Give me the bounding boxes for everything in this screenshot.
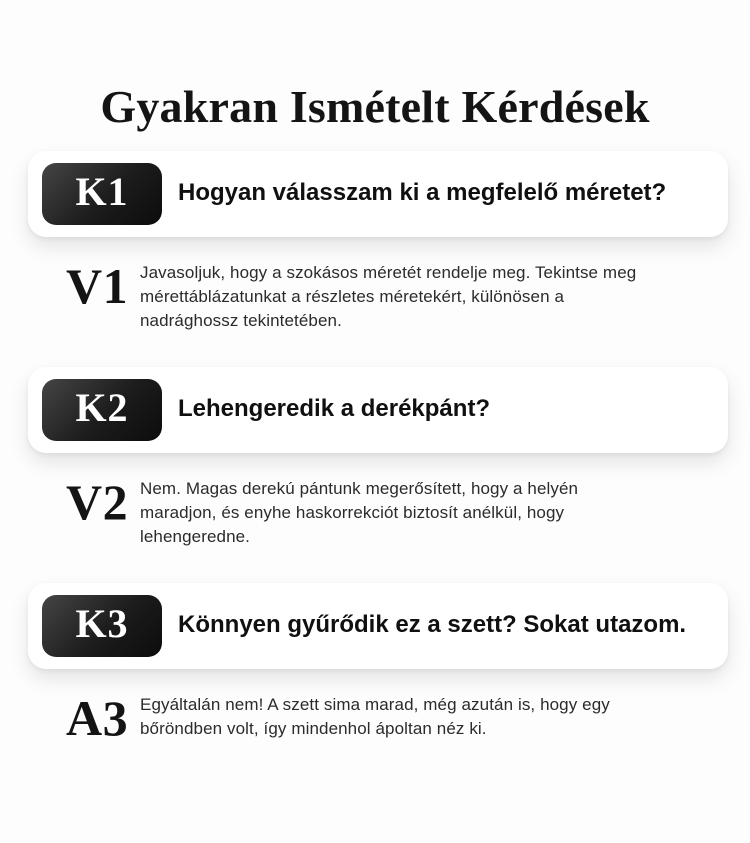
answer-text-1: Javasoljuk, hogy a szokásos méretét rendelje meg. Tekintse meg mérettáblázatunkat a részletes méretekért, különösen a nadrághossz tekintetében. xyxy=(140,262,637,330)
answer-row-2 xyxy=(66,473,750,549)
question-card-3[interactable] xyxy=(28,583,728,669)
question-card-2[interactable] xyxy=(28,367,728,453)
answer-row-3 xyxy=(66,689,750,746)
answer-row-1 xyxy=(66,257,750,333)
page-title: Gyakran Ismételt Kérdések xyxy=(100,81,650,132)
question-badge-1: K1 xyxy=(42,163,162,225)
question-text-1: Hogyan válasszam ki a megfelelő méretet? xyxy=(178,179,667,207)
answer-label-3: A3 xyxy=(66,689,129,746)
answer-label-1: V1 xyxy=(66,257,129,314)
question-text-3: Könnyen gyűrődik ez a szett? Sokat utazom. xyxy=(178,611,687,639)
faq-list xyxy=(0,151,750,746)
question-badge-2: K2 xyxy=(42,379,162,441)
answer-text-2: Nem. Magas derekú pántunk megerősített, hogy a helyén maradjon, és enyhe haskorrekciót biztosít anélkül, hogy lehengeredne. xyxy=(140,478,579,546)
answer-label-2: V2 xyxy=(66,473,129,530)
question-text-2: Lehengeredik a derékpánt? xyxy=(178,395,491,423)
question-card-1[interactable] xyxy=(28,151,728,237)
question-badge-3: K3 xyxy=(42,595,162,657)
answer-text-3: Egyáltalán nem! A szett sima marad, még azután is, hogy egy bőröndben volt, így mindenhol ápoltan néz ki. xyxy=(140,694,610,738)
